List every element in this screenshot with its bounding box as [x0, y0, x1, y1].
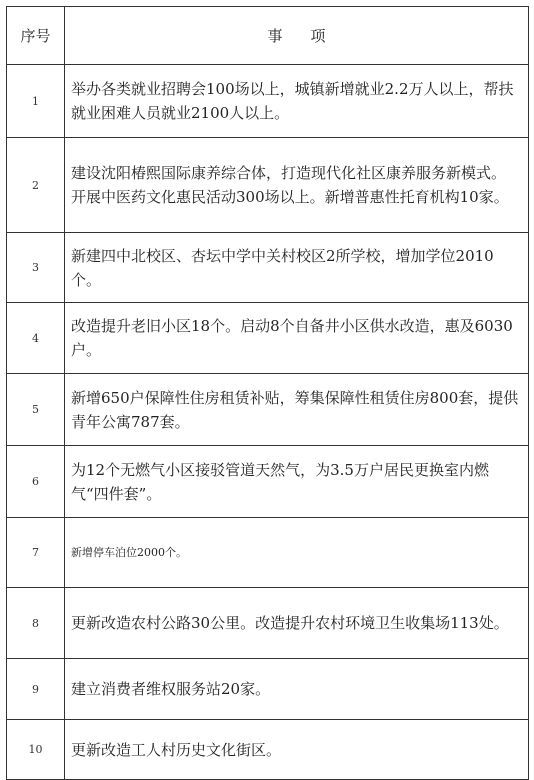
table-row — [7, 518, 529, 588]
row-text: 新增650户保障性住房租赁补贴，筹集保障性租赁住房800套，提供青年公寓787套。 — [65, 374, 529, 446]
table-header-row — [7, 7, 529, 65]
matters-table — [6, 6, 529, 780]
row-number: 4 — [7, 303, 65, 374]
row-text: 为12个无燃气小区接驳管道天然气，为3.5万户居民更换室内燃气“四件套”。 — [65, 446, 529, 518]
table-row — [7, 446, 529, 518]
row-text: 新建四中北校区、杏坛中学中关村校区2所学校，增加学位2010个。 — [65, 233, 529, 303]
header-number: 序号 — [7, 7, 65, 65]
row-number: 9 — [7, 659, 65, 720]
table-row — [7, 233, 529, 303]
row-number: 5 — [7, 374, 65, 446]
row-number: 8 — [7, 588, 65, 659]
row-text: 更新改造农村公路30公里。改造提升农村环境卫生收集场113处。 — [65, 588, 529, 659]
table-row — [7, 588, 529, 659]
row-number: 3 — [7, 233, 65, 303]
row-number: 10 — [7, 720, 65, 780]
table-row — [7, 303, 529, 374]
row-text: 新增停车泊位2000个。 — [65, 518, 529, 588]
table-row — [7, 374, 529, 446]
row-text: 改造提升老旧小区18个。启动8个自备井小区供水改造，惠及6030户。 — [65, 303, 529, 374]
row-number: 2 — [7, 138, 65, 233]
row-number: 7 — [7, 518, 65, 588]
row-text: 建立消费者维权服务站20家。 — [65, 659, 529, 720]
row-text: 更新改造工人村历史文化街区。 — [65, 720, 529, 780]
row-number: 1 — [7, 65, 65, 138]
row-text: 建设沈阳椿熙国际康养综合体，打造现代化社区康养服务新模式。开展中医药文化惠民活动300场以上。新增普惠性托育机构10家。 — [65, 138, 529, 233]
row-number: 6 — [7, 446, 65, 518]
table-row — [7, 65, 529, 138]
table-row — [7, 659, 529, 720]
table-row — [7, 720, 529, 780]
row-text: 举办各类就业招聘会100场以上，城镇新增就业2.2万人以上，帮扶就业困难人员就业2100人以上。 — [65, 65, 529, 138]
header-item: 事项 — [65, 7, 529, 65]
table-row — [7, 138, 529, 233]
